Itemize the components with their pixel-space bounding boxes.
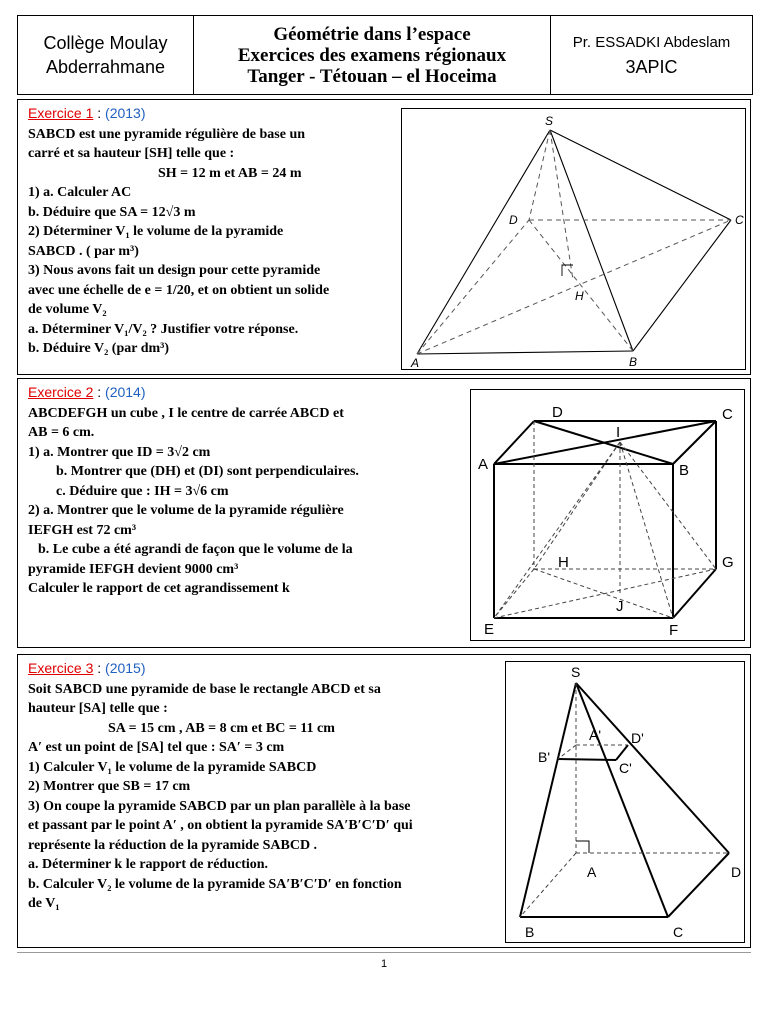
exercise-1-year: (2013) [105,105,146,121]
ex1-line: 1) a. Calculer AC [28,185,132,200]
teacher-info [551,16,752,94]
ex1-line: b. Déduire V₂ (par dm³) [28,341,170,356]
exercise-2 [17,378,751,648]
label-I: I [616,424,621,441]
teacher-name: Pr. ESSADKI Abdeslam [572,34,731,51]
label-J: J [616,598,624,615]
exercise-2-text [28,383,359,599]
ex2-line: IEFGH est 72 cm³ [28,522,137,538]
exercise-1-sep: : [93,105,106,121]
label-C: C [722,406,733,423]
label-B: B [525,924,535,940]
title-line-3: Tanger - Tétouan – el Hoceima [247,65,497,87]
pyramid-figure-3 [505,661,745,943]
pyramid-figure-1 [401,108,746,370]
ex1-line: avec une échelle de e = 1/20, et on obtient un solide [28,282,330,298]
label-D-prime: D' [631,730,644,746]
ex1-line: 3) Nous avons fait un design pour cette pyramide [28,263,321,278]
label-D: D [552,404,563,421]
label-A-prime: A' [589,727,602,743]
label-E: E [484,621,495,638]
exercise-1 [17,99,751,375]
ex3-line: b. Calculer V₂ le volume de la pyramide SA′B′C′D′ en fonction [28,876,402,892]
ex3-line: 3) On coupe la pyramide SABCD par un plan parallèle à la base [28,798,411,814]
ex2-line: AB = 6 cm. [28,425,95,440]
page-number: 1 [380,958,388,970]
exercise-3-text [28,659,413,914]
ex2-line: c. Déduire que : IH = 3√6 cm [56,483,229,499]
ex2-line: 1) a. Montrer que ID = 3√2 cm [28,444,211,460]
ex3-line: A′ est un point de [SA] tel que : SA′ = 3 cm [28,740,285,755]
ex3-line: 2) Montrer que SB = 17 cm [28,779,191,794]
footer-rule [17,952,751,953]
ex1-line: de volume V₂ [28,302,107,317]
label-G: G [722,554,734,571]
ex2-line: 2) a. Montrer que le volume de la pyramide régulière [28,503,344,518]
ex2-line: Calculer le rapport de cet agrandissement k [28,581,290,596]
ex1-line: SABCD est une pyramide régulière de base un [28,126,306,142]
label-A: A [411,356,420,370]
ex1-line: 2) Déterminer V₁ le volume de la pyramide [28,224,284,239]
exercise-3-sep: : [93,660,106,676]
label-B: B [629,355,638,369]
ex1-line: SH = 12 m et AB = 24 m [158,165,302,181]
document-title [194,16,551,94]
label-D: D [509,213,518,227]
title-line-1: Géométrie dans l’espace [273,23,471,45]
label-C: C [673,924,684,940]
ex1-line: carré et sa hauteur [SH] telle que : [28,146,235,161]
ex2-line: pyramide IEFGH devient 9000 cm³ [28,561,239,577]
exercise-3-year: (2015) [105,660,146,676]
class-level: 3APIC [625,57,678,77]
exercise-3-label: Exercice 3 [28,660,94,676]
label-H: H [558,554,569,571]
label-A: A [587,864,597,880]
pyramid-svg-3 [505,661,745,943]
ex3-line: hauteur [SA] telle que : [28,701,168,716]
ex1-line: a. Déterminer V₁/V₂ ? Justifier votre réponse. [28,321,299,337]
exercise-1-label: Exercice 1 [28,105,94,121]
ex3-line: Soit SABCD une pyramide de base le rectangle ABCD et sa [28,681,381,697]
exercise-2-year: (2014) [105,384,146,400]
exercise-2-heading [28,383,359,403]
label-H: H [575,289,584,303]
exercise-2-sep: : [93,384,106,400]
label-B-prime: B' [538,749,551,765]
ex3-line: a. Déterminer k le rapport de réduction. [28,857,269,872]
label-D: D [731,864,742,880]
exercise-1-heading [28,104,329,124]
school-line-1: Collège Moulay [43,33,168,53]
ex1-line: b. Déduire que SA = 12√3 m [28,204,196,220]
school-name [18,16,194,94]
ex3-line: 1) Calculer V₁ le volume de la pyramide SABCD [28,759,317,775]
exercise-3-heading [28,659,413,679]
ex2-line: b. Montrer que (DH) et (DI) sont perpendiculaires. [56,464,359,479]
cube-figure [470,389,745,641]
label-B: B [679,462,690,479]
label-S: S [545,114,554,128]
pyramid-svg-1 [401,108,746,370]
ex3-line: représente la réduction de la pyramide SABCD . [28,837,318,853]
ex3-line: de V₁ [28,896,60,911]
ex3-line: SA = 15 cm , AB = 8 cm et BC = 11 cm [108,720,335,736]
title-line-2: Exercices des examens régionaux [237,44,507,66]
ex2-line: b. Le cube a été agrandi de façon que le volume de la [38,542,353,557]
label-C-prime: C' [619,760,632,776]
label-S: S [571,664,581,680]
label-C: C [735,213,744,227]
ex1-line: SABCD . ( par m³) [28,243,139,259]
exercise-2-label: Exercice 2 [28,384,94,400]
school-line-2: Abderrahmane [45,57,166,77]
cube-svg [470,389,745,641]
exercise-3 [17,654,751,948]
label-F: F [669,622,679,639]
ex2-line: ABCDEFGH un cube , I le centre de carrée ABCD et [28,405,344,421]
label-A: A [478,456,489,473]
exercise-1-text [28,104,329,359]
page-header [17,15,753,95]
ex3-line: et passant par le point A′ , on obtient la pyramide SA′B′C′D′ qui [28,818,413,833]
